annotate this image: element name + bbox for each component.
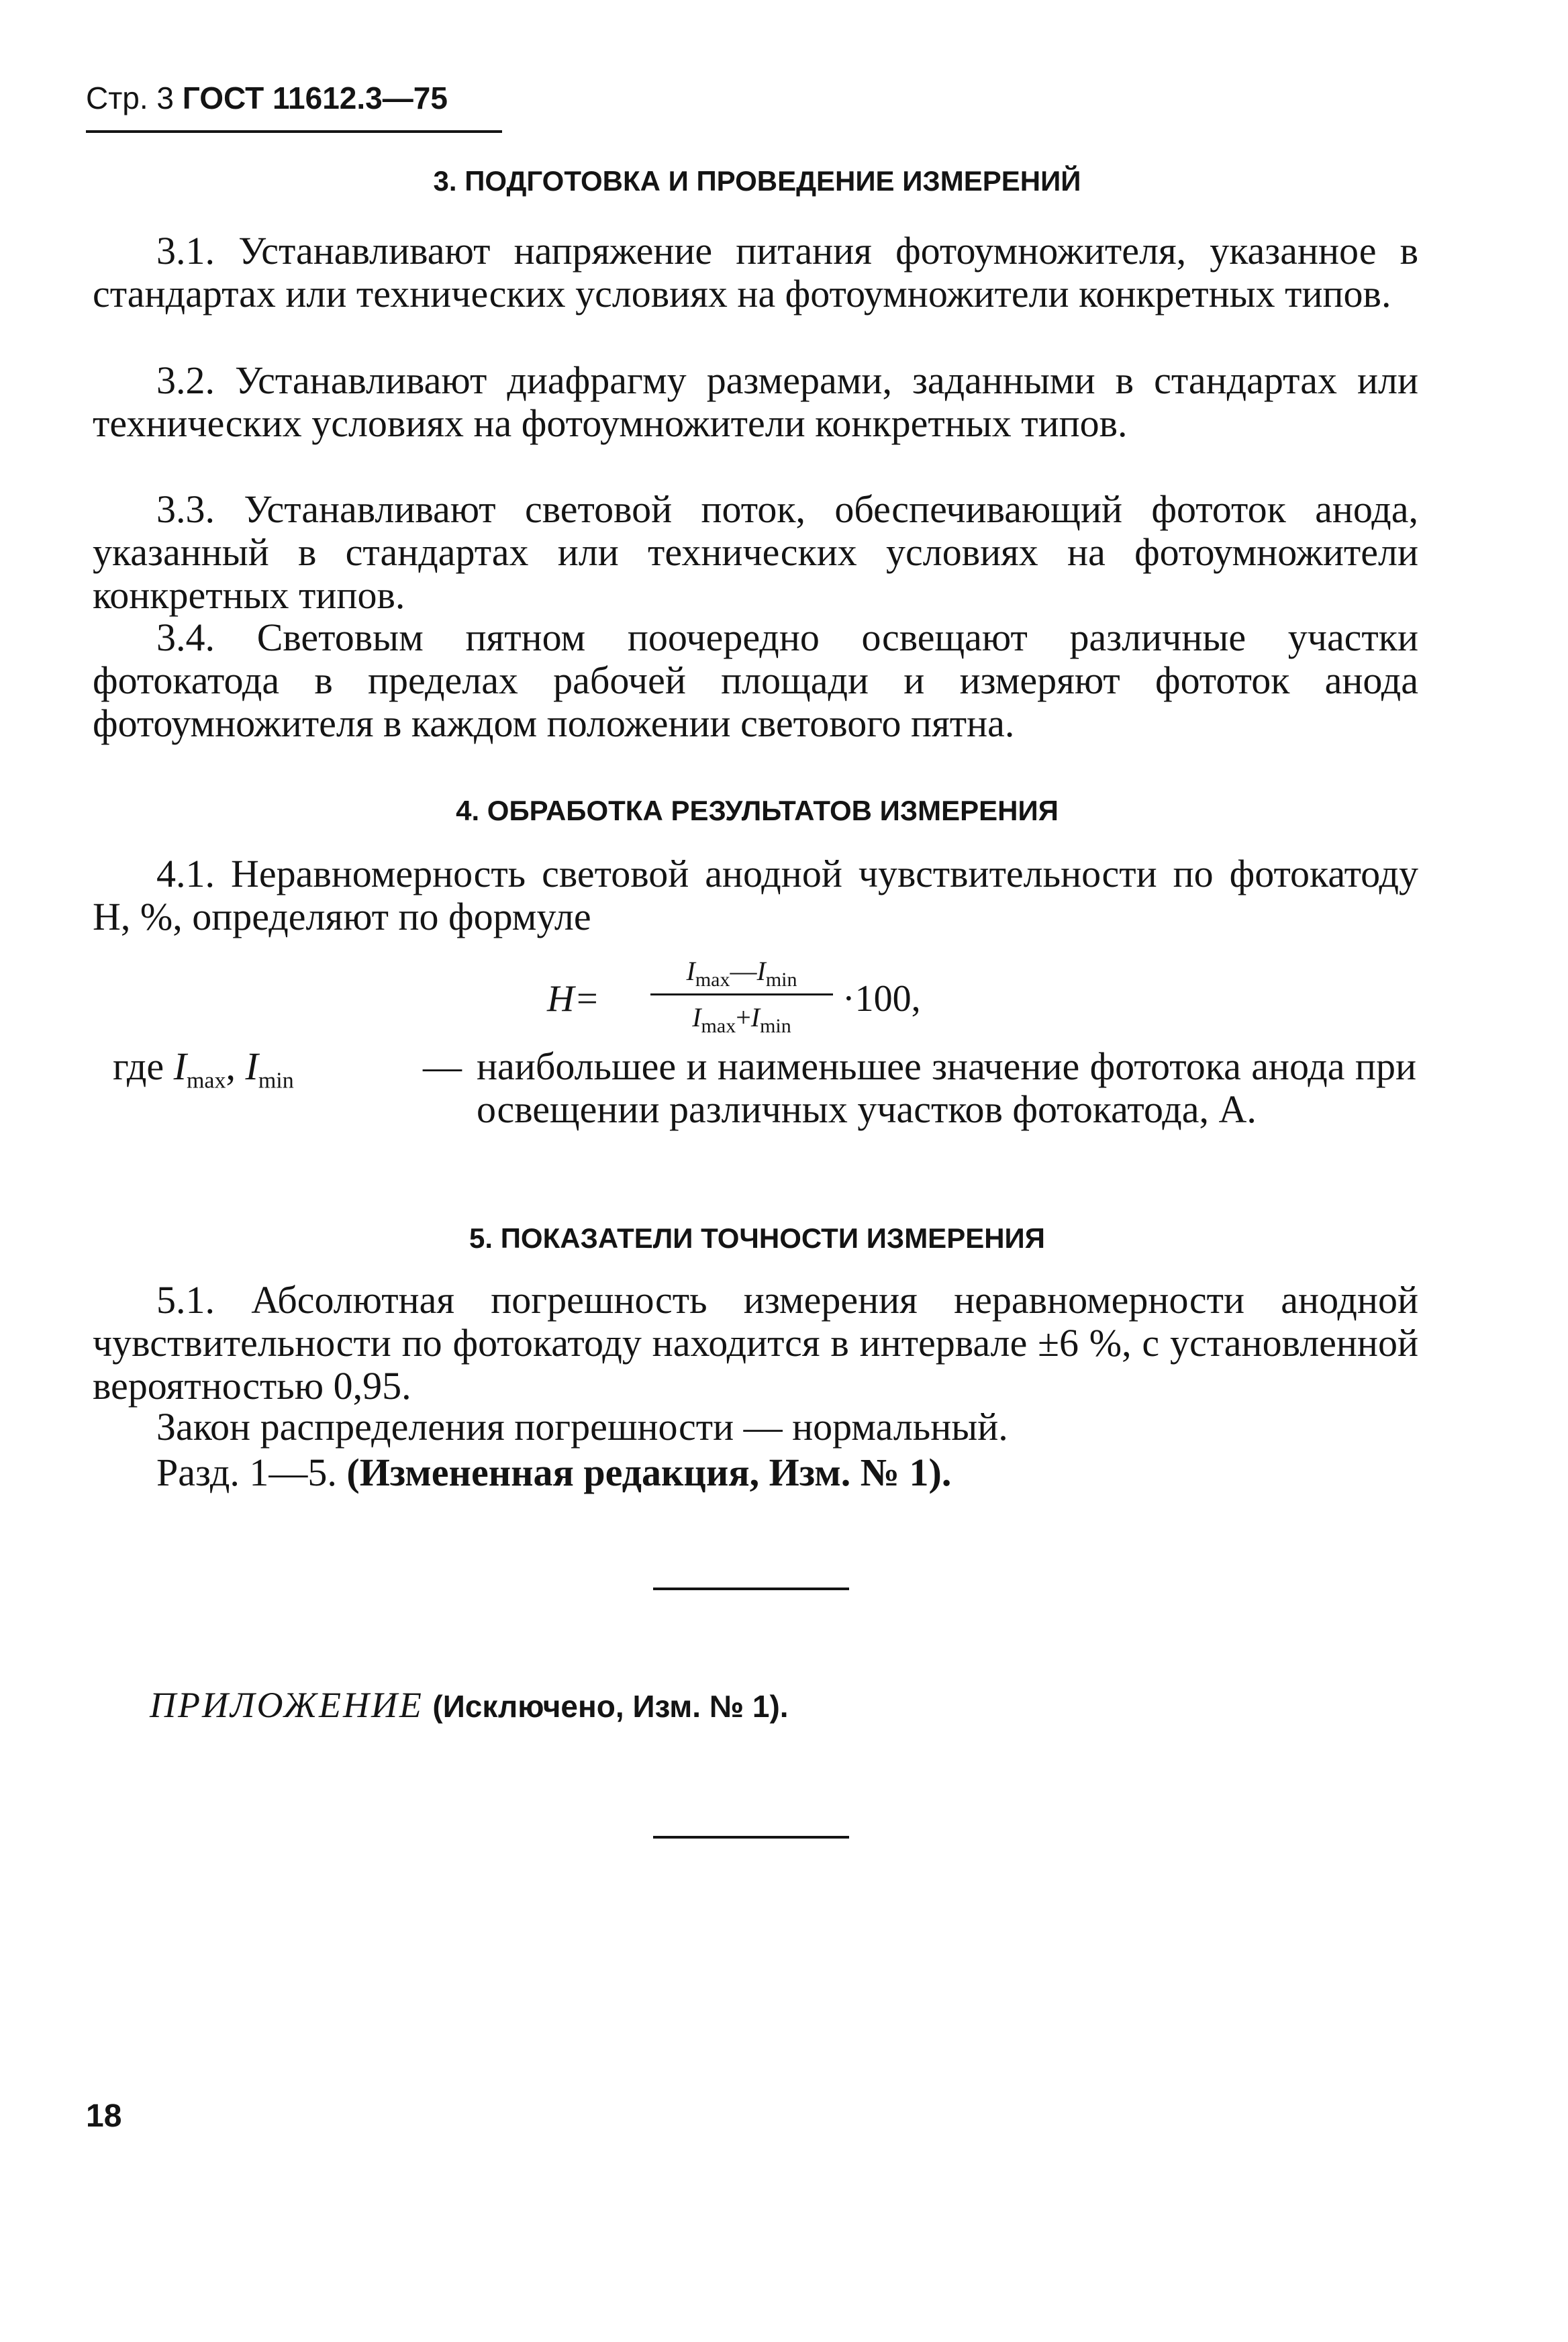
- divider-rule: [653, 1836, 849, 1839]
- appendix-title: ПРИЛОЖЕНИЕ: [150, 1685, 424, 1725]
- section-5-title: 5. ПОКАЗАТЕЛИ ТОЧНОСТИ ИЗМЕРЕНИЯ: [469, 1222, 1045, 1254]
- section-4-title: 4. ОБРАБОТКА РЕЗУЛЬТАТОВ ИЗМЕРЕНИЯ: [456, 795, 1059, 826]
- fraction-bar: [650, 993, 833, 995]
- formula-denominator: $I_{max}+I_{min}$: [692, 1002, 791, 1037]
- paragraph-4-1: 4.1. Неравномерность световой анодной чувствительности по фотокатоду H, %, определяют по формуле: [93, 852, 1418, 938]
- formula: [547, 952, 1057, 1053]
- error-law-line: Закон распределения погрешности — нормальный.: [156, 1405, 1008, 1449]
- where-dash: —: [423, 1044, 462, 1088]
- formula-rhs: ·100,: [842, 978, 921, 1020]
- amendment-note: (Измененная редакция, Изм. № 1).: [346, 1451, 952, 1494]
- section-3-title: 3. ПОДГОТОВКА И ПРОВЕДЕНИЕ ИЗМЕРЕНИЙ: [433, 165, 1081, 197]
- gost-number: ГОСТ 11612.3—75: [182, 81, 448, 115]
- paragraph-3-3: 3.3. Устанавливают световой поток, обеспечивающий фототок анода, указанный в стандартах или технических условиях на фотоумножители конкретных типов.: [93, 487, 1418, 617]
- where-label: где $I_{max}$, $I_{min}$: [113, 1044, 294, 1093]
- formula-lhs: H=: [547, 978, 600, 1020]
- formula-fraction: [648, 952, 836, 1037]
- amendment-line: [156, 1451, 951, 1494]
- formula-numerator: $I_{max}—I_{min}$: [686, 956, 797, 991]
- divider-rule: [653, 1588, 849, 1590]
- appendix-note: (Исключено, Изм. № 1).: [432, 1689, 789, 1724]
- paragraph-3-1: 3.1. Устанавливают напряжение питания фотоумножителя, указанное в стандартах или технических условиях на фотоумножители конкретных типов.: [93, 229, 1418, 315]
- amendment-sections: Разд. 1—5.: [156, 1451, 337, 1494]
- where-definition: наибольшее и наименьшее значение фототока анода при освещении различных участков фотокатода, А.: [477, 1044, 1416, 1131]
- paragraph-3-2: 3.2. Устанавливают диафрагму размерами, заданными в стандартах или технических условиях на фотоумножители конкретных типов.: [93, 358, 1418, 445]
- page-label: Стр. 3: [86, 81, 175, 115]
- page-header: [86, 78, 502, 133]
- appendix-line: [150, 1684, 789, 1728]
- paragraph-3-4: 3.4. Световым пятном поочередно освещают различные участки фотокатода в пределах рабочей площади и измеряют фототок анода фотоумножителя в каждом положении светового пятна.: [93, 616, 1418, 745]
- page-number: 18: [86, 2098, 122, 2134]
- paragraph-5-1: 5.1. Абсолютная погрешность измерения неравномерности анодной чувствительности по фотокатоду находится в интервале ±6 %, с установленной вероятностью 0,95.: [93, 1278, 1418, 1408]
